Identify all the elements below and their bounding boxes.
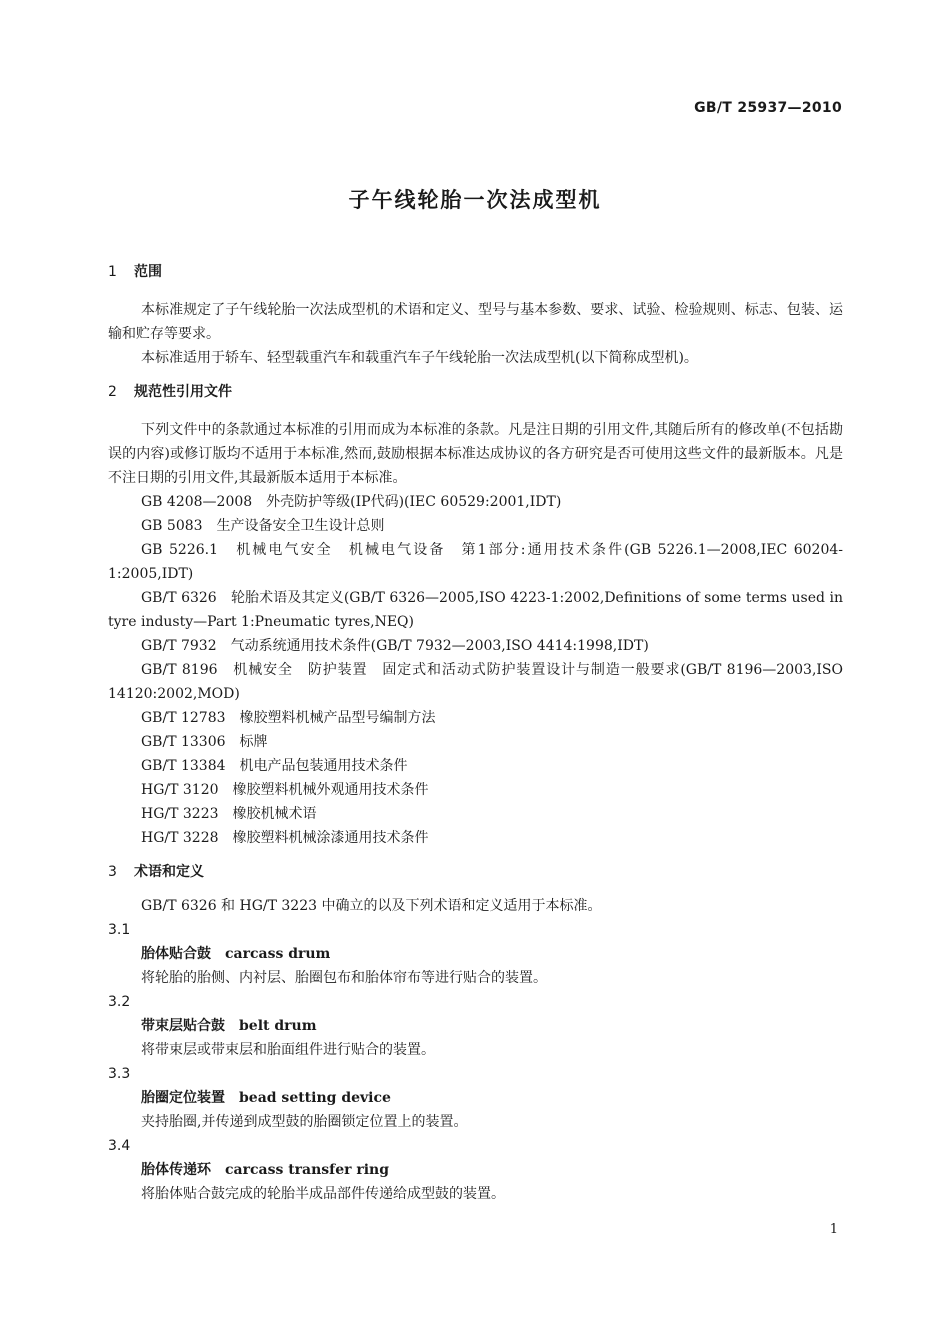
section-number: 2 xyxy=(108,384,117,400)
section-title: 术语和定义 xyxy=(134,864,204,880)
reference-item: GB/T 6326 轮胎术语及其定义(GB/T 6326—2005,ISO 4223-1:2002,Definitions of some terms used in tyre industy—Part 1:Pneumatic tyres,NEQ) xyxy=(108,590,843,630)
reference-item: GB 5083 生产设备安全卫生设计总则 xyxy=(141,518,385,534)
paragraph: GB/T 6326 和 HG/T 3223 中确立的以及下列术语和定义适用于本标准。 xyxy=(141,898,602,914)
standard-code: GB/T 25937—2010 xyxy=(694,100,842,116)
reference-item: HG/T 3223 橡胶机械术语 xyxy=(141,806,317,822)
term-name xyxy=(108,1086,843,1110)
term-entry xyxy=(108,1134,843,1206)
reference-item: HG/T 3120 橡胶塑料机械外观通用技术条件 xyxy=(141,782,429,798)
section-title: 规范性引用文件 xyxy=(134,384,232,400)
term-name-english: carcass drum xyxy=(225,946,331,962)
term-name-chinese: 胎体贴合鼓 xyxy=(141,946,211,962)
term-number: 3.4 xyxy=(108,1138,131,1154)
section-number: 3 xyxy=(108,864,117,880)
term-entry xyxy=(108,990,843,1062)
term-name-chinese: 带束层贴合鼓 xyxy=(141,1018,225,1034)
term-name-english: belt drum xyxy=(239,1018,317,1034)
reference-list xyxy=(108,490,843,850)
section-number: 1 xyxy=(108,264,117,280)
term-entry xyxy=(108,918,843,990)
reference-item: GB/T 7932 气动系统通用技术条件(GB/T 7932—2003,ISO 4414:1998,IDT) xyxy=(141,638,649,654)
term-entry xyxy=(108,1062,843,1134)
section-heading-terms-and-definitions xyxy=(108,860,843,884)
term-definition: 将轮胎的胎侧、内衬层、胎圈包布和胎体帘布等进行贴合的装置。 xyxy=(141,970,547,986)
page-number: 1 xyxy=(829,1222,838,1237)
term-name-english: bead setting device xyxy=(239,1090,391,1106)
term-name-english: carcass transfer ring xyxy=(225,1162,390,1178)
document-title: 子午线轮胎一次法成型机 xyxy=(348,188,602,212)
term-number: 3.1 xyxy=(108,922,131,938)
reference-item: GB/T 13306 标牌 xyxy=(141,734,268,750)
section-heading-normative-references xyxy=(108,380,843,404)
paragraph: 本标准规定了子午线轮胎一次法成型机的术语和定义、型号与基本参数、要求、试验、检验规则、标志、包装、运输和贮存等要求。 xyxy=(108,302,843,342)
reference-item: GB 4208—2008 外壳防护等级(IP代码)(IEC 60529:2001,IDT) xyxy=(141,494,562,510)
reference-item: GB/T 12783 橡胶塑料机械产品型号编制方法 xyxy=(141,710,436,726)
term-name-chinese: 胎圈定位装置 xyxy=(141,1090,225,1106)
reference-item: GB/T 8196 机械安全 防护装置 固定式和活动式防护装置设计与制造一般要求(GB/T 8196—2003,ISO 14120:2002,MOD) xyxy=(108,662,843,702)
document-body xyxy=(108,260,843,1206)
term-name xyxy=(108,1014,843,1038)
term-name xyxy=(108,1158,843,1182)
paragraph: 本标准适用于轿车、轻型载重汽车和载重汽车子午线轮胎一次法成型机(以下简称成型机)。 xyxy=(141,350,698,366)
term-name-chinese: 胎体传递环 xyxy=(141,1162,211,1178)
reference-item: GB/T 13384 机电产品包装通用技术条件 xyxy=(141,758,408,774)
term-definition: 将带束层或带束层和胎面组件进行贴合的装置。 xyxy=(141,1042,435,1058)
term-definition: 夹持胎圈,并传递到成型鼓的胎圈锁定位置上的装置。 xyxy=(141,1114,468,1130)
reference-item: HG/T 3228 橡胶塑料机械涂漆通用技术条件 xyxy=(141,830,429,846)
term-number: 3.2 xyxy=(108,994,131,1010)
term-number: 3.3 xyxy=(108,1066,131,1082)
section-title: 范围 xyxy=(134,264,162,280)
reference-item: GB 5226.1 机械电气安全 机械电气设备 第1部分:通用技术条件(GB 5226.1—2008,IEC 60204-1:2005,IDT) xyxy=(108,542,843,582)
term-name xyxy=(108,942,843,966)
paragraph: 下列文件中的条款通过本标准的引用而成为本标准的条款。凡是注日期的引用文件,其随后所有的修改单(不包括勘误的内容)或修订版均不适用于本标准,然而,鼓励根据本标准达成协议的各方研究是否可使用这些文件的最新版本。凡是不注日期的引用文件,其最新版本适用于本标准。 xyxy=(108,422,843,486)
term-definition: 将胎体贴合鼓完成的轮胎半成品部件传递给成型鼓的装置。 xyxy=(141,1186,505,1202)
section-heading-scope xyxy=(108,260,843,284)
